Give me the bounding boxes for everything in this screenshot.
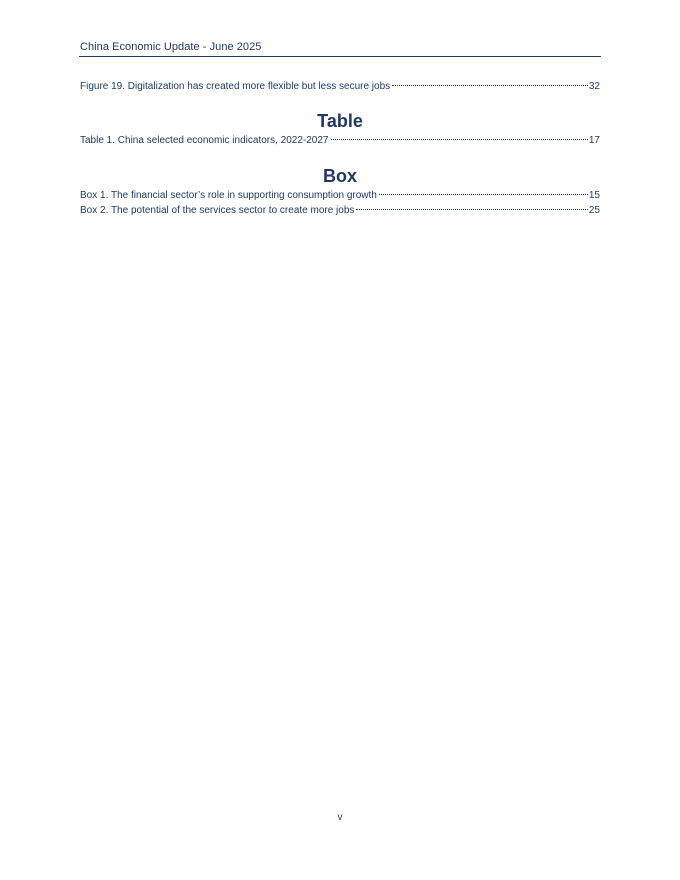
toc-entry-figure-19[interactable] [80, 81, 600, 92]
toc-entry-text: Box 1. The financial sector’s role in supporting consumption growth [80, 190, 377, 201]
page-number: v [337, 812, 343, 823]
box-section-heading: Box [322, 166, 357, 186]
running-header: China Economic Update - June 2025 [80, 41, 262, 53]
toc-entry-text: Figure 19. Digitalization has created more flexible but less secure jobs [80, 81, 391, 92]
toc-entry-text: Table 1. China selected economic indicators, 2022-2027 [80, 135, 329, 146]
toc-entry-box-1[interactable] [80, 190, 600, 201]
toc-entry-page: 32 [588, 81, 600, 92]
header-rule [79, 56, 601, 57]
toc-dot-leader [331, 139, 588, 140]
toc-entry-page: 17 [588, 135, 600, 146]
toc-dot-leader [392, 85, 588, 86]
table-section-heading: Table [317, 111, 363, 131]
toc-dot-leader [379, 194, 588, 195]
toc-entry-page: 25 [588, 205, 600, 216]
toc-entry-box-2[interactable] [80, 205, 600, 216]
toc-dot-leader [356, 209, 587, 210]
toc-entry-table-1[interactable] [80, 135, 600, 146]
toc-entry-text: Box 2. The potential of the services sector to create more jobs [80, 205, 355, 216]
toc-entry-page: 15 [588, 190, 600, 201]
